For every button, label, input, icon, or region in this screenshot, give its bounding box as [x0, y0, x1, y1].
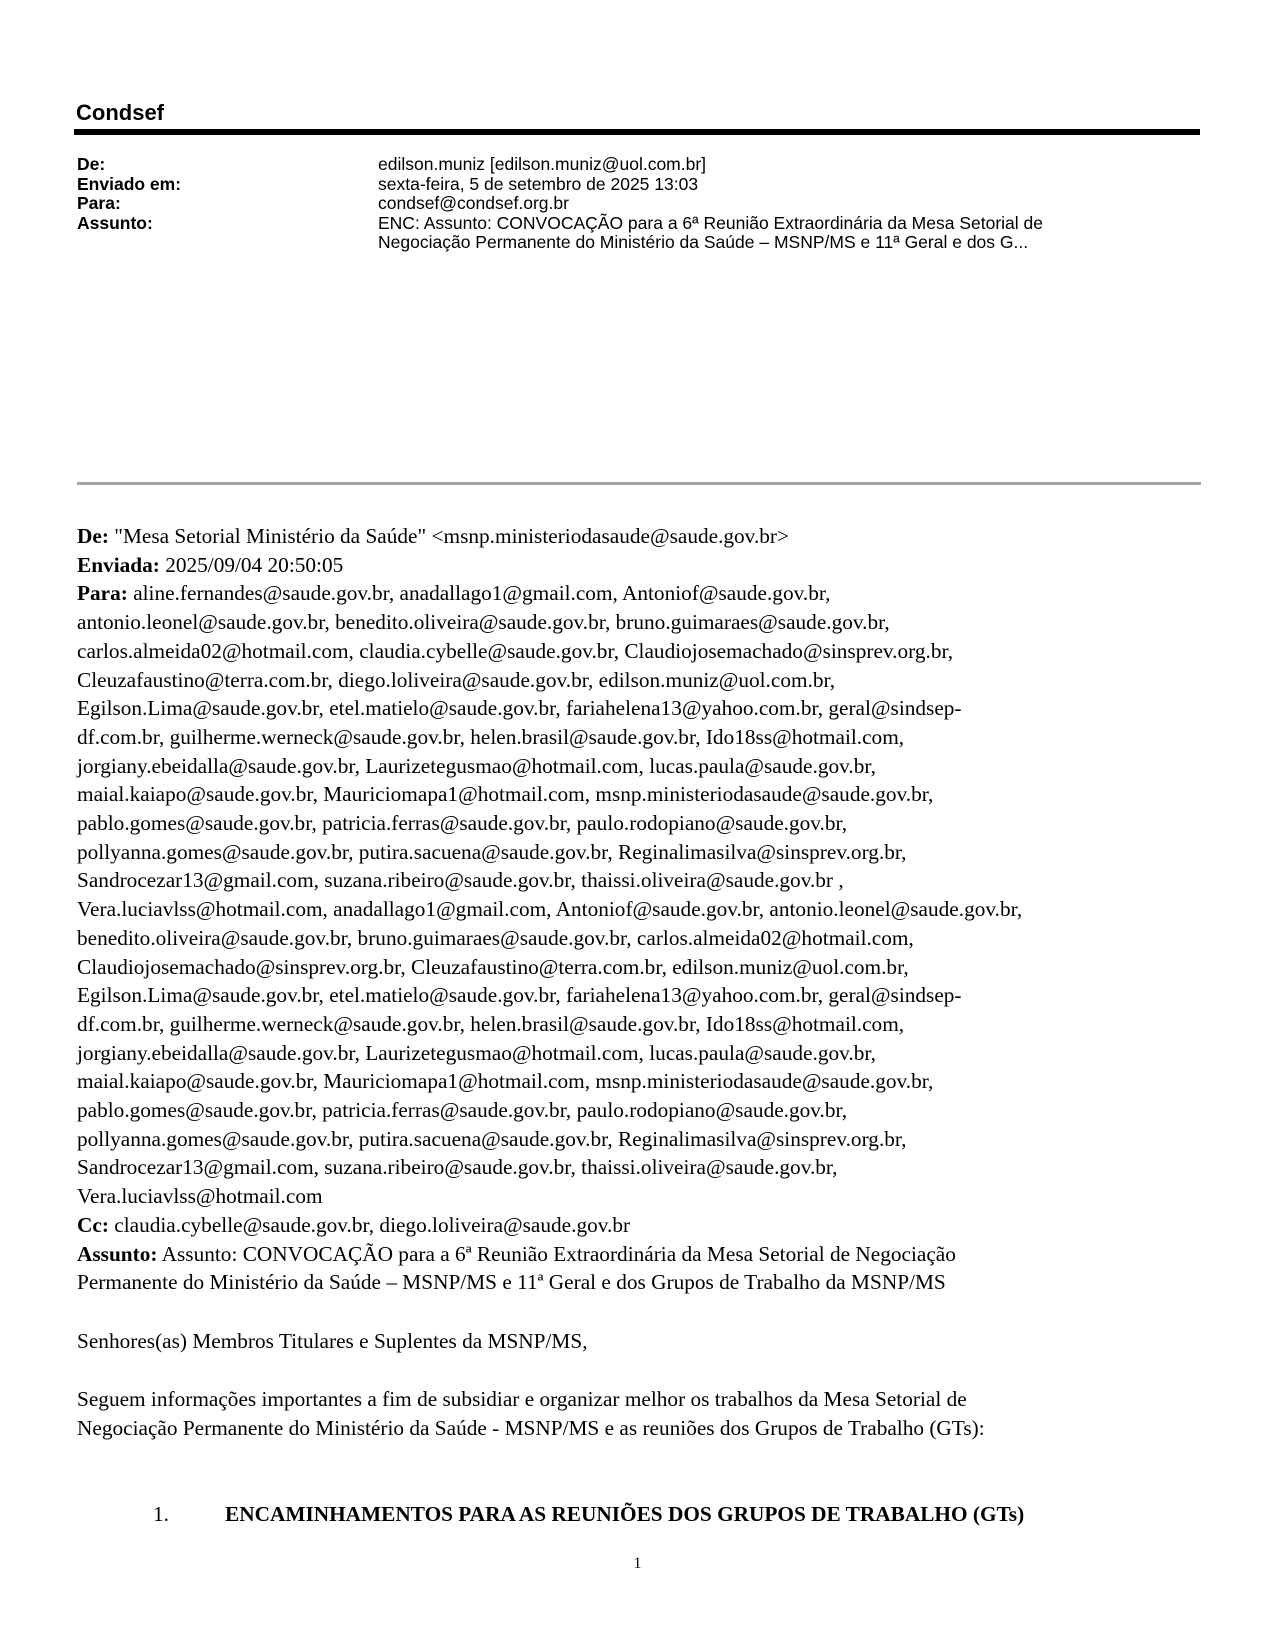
fwd-cc-label: Cc: — [77, 1212, 109, 1237]
recipient-line: pablo.gomes@saude.gov.br, patricia.ferras@saude.gov.br, paulo.rodopiano@saude.gov.br, — [77, 811, 848, 836]
intro-line: Seguem informações importantes a fim de subsidiar e organizar melhor os trabalhos da Mesa Setorial de — [77, 1387, 967, 1411]
header-to-row — [77, 194, 1202, 214]
fwd-from-value: "Mesa Setorial Ministério da Saúde" <msnp.ministeriodasaude@saude.gov.br> — [114, 524, 790, 548]
fwd-to-label: Para: — [77, 581, 128, 606]
fwd-recipient-list — [77, 608, 1207, 1211]
header-to-value: condsef@condsef.org.br — [378, 193, 569, 214]
fwd-sent-label: Enviada: — [77, 552, 160, 577]
fwd-subject-line — [77, 1240, 1207, 1269]
recipient-line: maial.kaiapo@saude.gov.br, Mauriciomapa1@hotmail.com, msnp.ministeriodasaude@saude.gov.br, — [77, 1069, 934, 1094]
recipient-line: benedito.oliveira@saude.gov.br, bruno.guimaraes@saude.gov.br, carlos.almeida02@hotmail.com, — [77, 925, 914, 950]
recipient-line: pollyanna.gomes@saude.gov.br, putira.sacuena@saude.gov.br, Reginalimasilva@sinsprev.org.br, — [77, 1126, 907, 1151]
recipient-line: Egilson.Lima@saude.gov.br, etel.matielo@saude.gov.br, fariahelena13@yahoo.com.br, geral@sindsep- — [77, 983, 962, 1008]
recipient-line: df.com.br, guilherme.werneck@saude.gov.br, helen.brasil@saude.gov.br, Ido18ss@hotmail.com, — [77, 724, 905, 749]
recipient-line: antonio.leonel@saude.gov.br, benedito.oliveira@saude.gov.br, bruno.guimaraes@saude.gov.br, — [77, 610, 890, 635]
recipient-line: Egilson.Lima@saude.gov.br, etel.matielo@saude.gov.br, fariahelena13@yahoo.com.br, geral@sindsep- — [77, 696, 962, 721]
intro-paragraph — [77, 1385, 985, 1442]
fwd-subject-continuation: Permanente do Ministério da Saúde – MSNP/MS e 11ª Geral e dos Grupos de Trabalho da MSNP/MS — [77, 1270, 946, 1295]
recipient-line: maial.kaiapo@saude.gov.br, Mauriciomapa1@hotmail.com, msnp.ministeriodasaude@saude.gov.br, — [77, 782, 934, 807]
header-sent-value: sexta-feira, 5 de setembro de 2025 13:03 — [378, 173, 699, 194]
fwd-sent-line — [77, 551, 1207, 580]
recipient-line: carlos.almeida02@hotmail.com, claudia.cybelle@saude.gov.br, Claudiojosemachado@sinsprev.org.br, — [77, 638, 954, 663]
recipient-line: Claudiojosemachado@sinsprev.org.br, Cleuzafaustino@terra.com.br, edilson.muniz@uol.com.br, — [77, 954, 909, 979]
recipient-line: Sandrocezar13@gmail.com, suzana.ribeiro@saude.gov.br, thaissi.oliveira@saude.gov.br, — [77, 1155, 838, 1180]
fwd-from-label: De: — [77, 524, 109, 548]
header-from-row — [77, 155, 1202, 175]
recipient-line: Sandrocezar13@gmail.com, suzana.ribeiro@saude.gov.br, thaissi.oliveira@saude.gov.br , — [77, 868, 844, 893]
header-sent-row — [77, 175, 1202, 195]
email-header — [77, 155, 1202, 253]
recipient-line: Cleuzafaustino@terra.com.br, diego.loliveira@saude.gov.br, edilson.muniz@uol.com.br, — [77, 667, 836, 692]
fwd-from-line — [77, 522, 1207, 551]
section-heading — [153, 1500, 1024, 1529]
header-from-value: edilson.muniz [edilson.muniz@uol.com.br] — [378, 154, 707, 174]
document-title: Condsef — [76, 100, 164, 125]
title-divider — [74, 129, 1200, 135]
fwd-to-first-line: aline.fernandes@saude.gov.br, anadallago1@gmail.com, Antoniof@saude.gov.br, — [133, 581, 831, 606]
recipient-line: jorgiany.ebeidalla@saude.gov.br, Laurizetegusmao@hotmail.com, lucas.paula@saude.gov.br, — [77, 753, 876, 778]
fwd-to-line — [77, 579, 1207, 608]
header-subject-row — [77, 214, 1202, 253]
header-subject-label: Assunto: — [77, 212, 153, 233]
section-title: ENCAMINHAMENTOS PARA AS REUNIÕES DOS GRUPOS DE TRABALHO (GTs) — [225, 1502, 1025, 1526]
recipient-line: jorgiany.ebeidalla@saude.gov.br, Laurizetegusmao@hotmail.com, lucas.paula@saude.gov.br, — [77, 1040, 876, 1065]
header-separator — [77, 482, 1201, 485]
header-from-label: De: — [77, 154, 106, 174]
header-subject-value: ENC: Assunto: CONVOCAÇÃO para a 6ª Reunião Extraordinária da Mesa Setorial de Negociação Permanente do Ministério da Saúde – MSNP/MS e 11ª Geral e dos G... — [378, 212, 1043, 253]
fwd-subject-first-line: Assunto: CONVOCAÇÃO para a 6ª Reunião Extraordinária da Mesa Setorial de Negociação — [161, 1241, 956, 1266]
fwd-sent-value: 2025/09/04 20:50:05 — [165, 552, 344, 577]
fwd-cc-line — [77, 1211, 1207, 1240]
intro-line: Negociação Permanente do Ministério da Saúde - MSNP/MS e as reuniões dos Grupos de Trabalho (GTs): — [77, 1415, 985, 1440]
recipient-line: Vera.luciavlss@hotmail.com, anadallago1@gmail.com, Antoniof@saude.gov.br, antonio.leonel@saude.gov.br, — [77, 897, 1023, 922]
forwarded-message-header — [77, 522, 1207, 1297]
salutation: Senhores(as) Membros Titulares e Suplentes da MSNP/MS, — [77, 1329, 588, 1353]
page-number: 1 — [633, 1555, 642, 1572]
fwd-subject-label: Assunto: — [77, 1241, 158, 1266]
fwd-cc-value: claudia.cybelle@saude.gov.br, diego.loliveira@saude.gov.br — [114, 1212, 631, 1237]
section-number: 1. — [153, 1502, 169, 1526]
header-to-label: Para: — [77, 193, 121, 214]
recipient-line: pablo.gomes@saude.gov.br, patricia.ferras@saude.gov.br, paulo.rodopiano@saude.gov.br, — [77, 1098, 848, 1123]
recipient-line: df.com.br, guilherme.werneck@saude.gov.br, helen.brasil@saude.gov.br, Ido18ss@hotmail.com, — [77, 1011, 905, 1036]
header-sent-label: Enviado em: — [77, 173, 182, 194]
recipient-line: Vera.luciavlss@hotmail.com — [77, 1184, 323, 1209]
recipient-line: pollyanna.gomes@saude.gov.br, putira.sacuena@saude.gov.br, Reginalimasilva@sinsprev.org.br, — [77, 839, 907, 864]
